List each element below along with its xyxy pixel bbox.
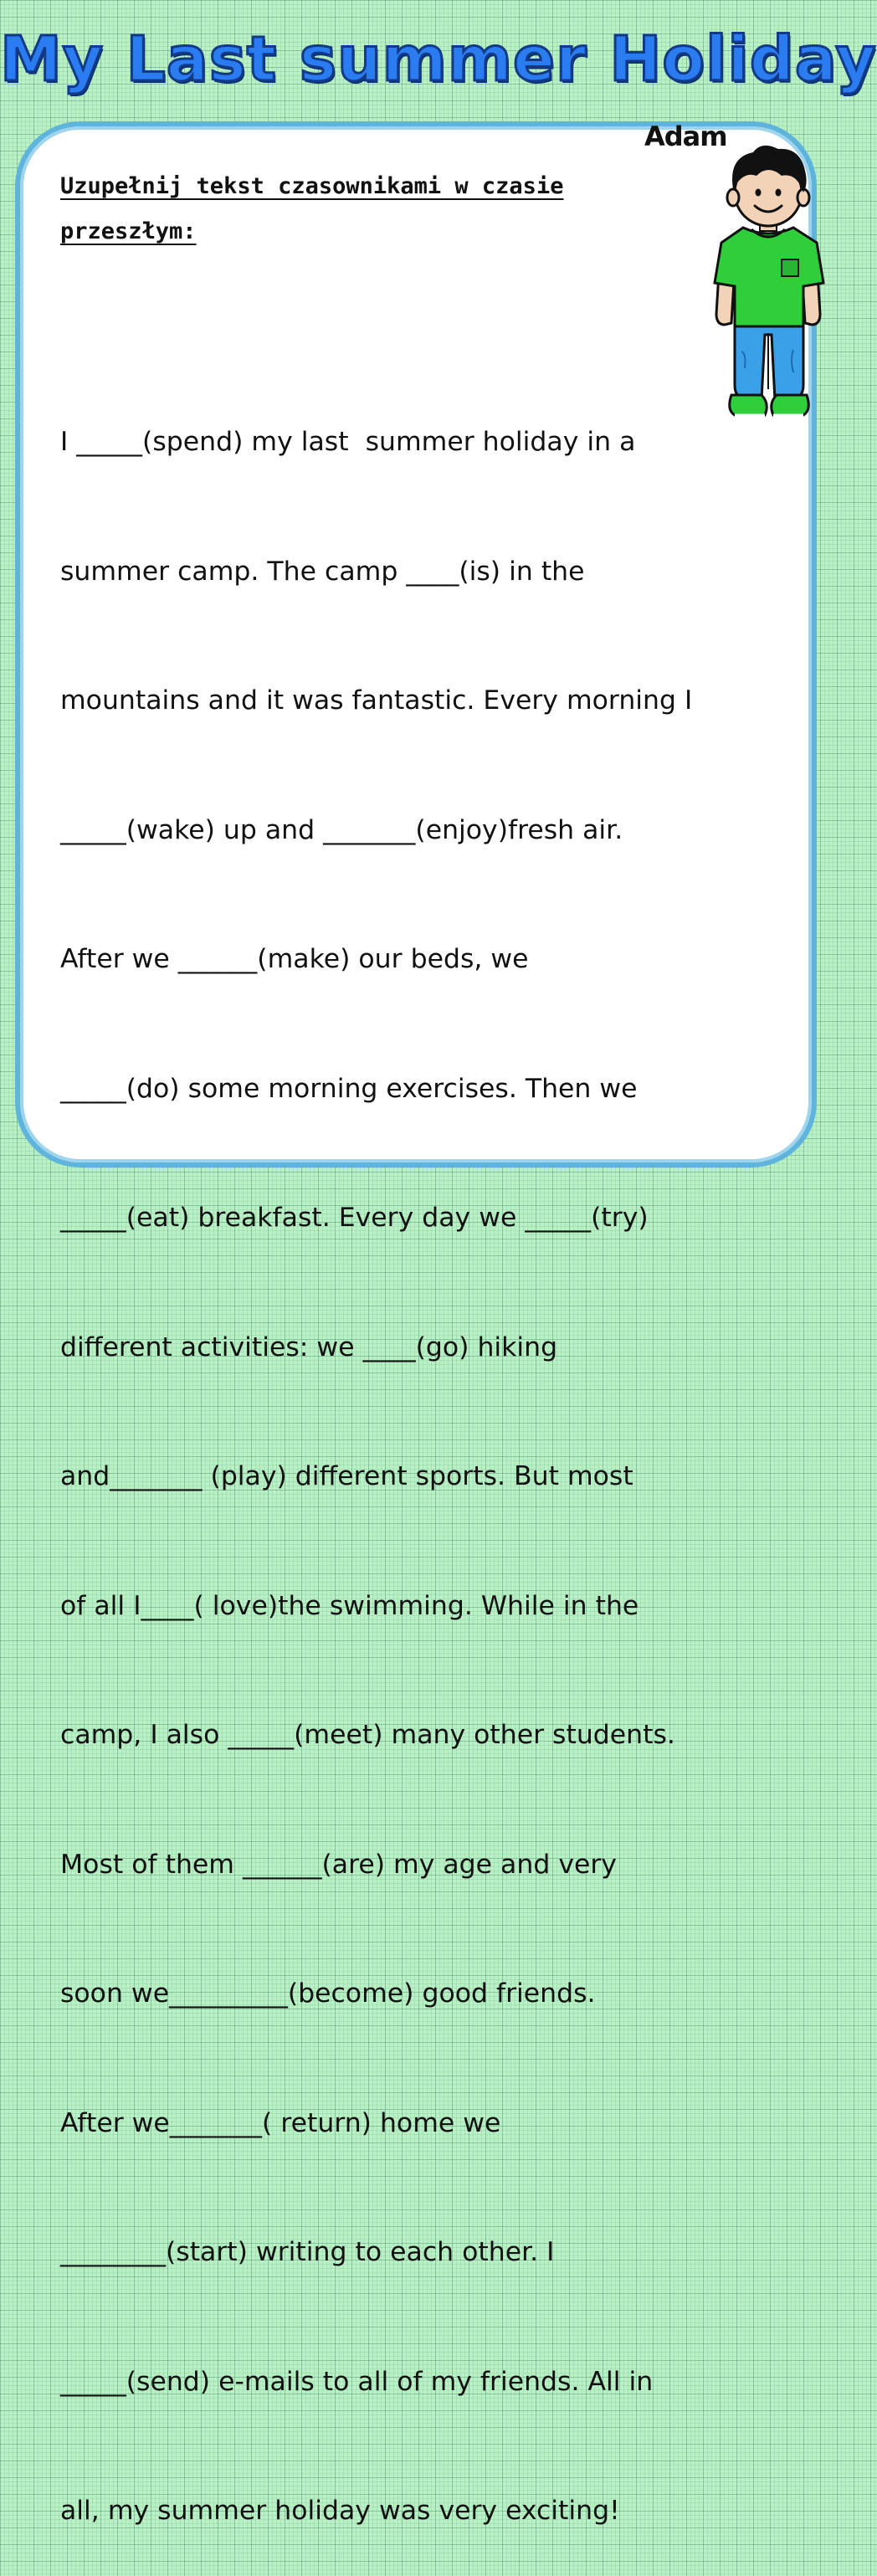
passage-line: _____(eat) breakfast. Every day we _____(try) <box>60 1203 649 1233</box>
author-name: Adam <box>644 121 727 152</box>
instruction-text <box>60 164 663 254</box>
passage-line: After we ______(make) our beds, we <box>60 944 529 974</box>
passage-line: soon we_________(become) good friends. <box>60 1978 596 2009</box>
passage-line: mountains and it was fantastic. Every morning I <box>60 685 693 716</box>
passage-line: _____(send) e-mails to all of my friends. All in <box>60 2366 654 2397</box>
passage-line: I _____(spend) my last summer holiday in a <box>60 427 636 457</box>
passage-line: After we_______( return) home we <box>60 2107 501 2138</box>
instruction-line: przeszłym: <box>60 218 197 244</box>
passage-line: ________(start) writing to each other. I <box>60 2237 555 2267</box>
passage-line: of all I____( love)the swimming. While in the <box>60 1590 639 1621</box>
passage-line: _____(do) some morning exercises. Then we <box>60 1073 638 1104</box>
passage-line: different activities: we ____(go) hiking <box>60 1332 558 1362</box>
boy-illustration <box>710 134 827 427</box>
fill-in-passage <box>60 335 780 2576</box>
passage-line: camp, I also _____(meet) many other students. <box>60 1720 675 1750</box>
passage-line: and_______ (play) different sports. But most <box>60 1461 633 1491</box>
passage-line: Most of them ______(are) my age and very <box>60 1849 617 1880</box>
passage-line: _____(wake) up and _______(enjoy)fresh air. <box>60 814 623 845</box>
passage-line: summer camp. The camp ____(is) in the <box>60 556 585 587</box>
instruction-line: Uzupełnij tekst czasownikami w czasie <box>60 173 564 199</box>
worksheet-title: My Last summer Holiday <box>0 23 877 95</box>
passage-line: all, my summer holiday was very exciting! <box>60 2496 620 2526</box>
